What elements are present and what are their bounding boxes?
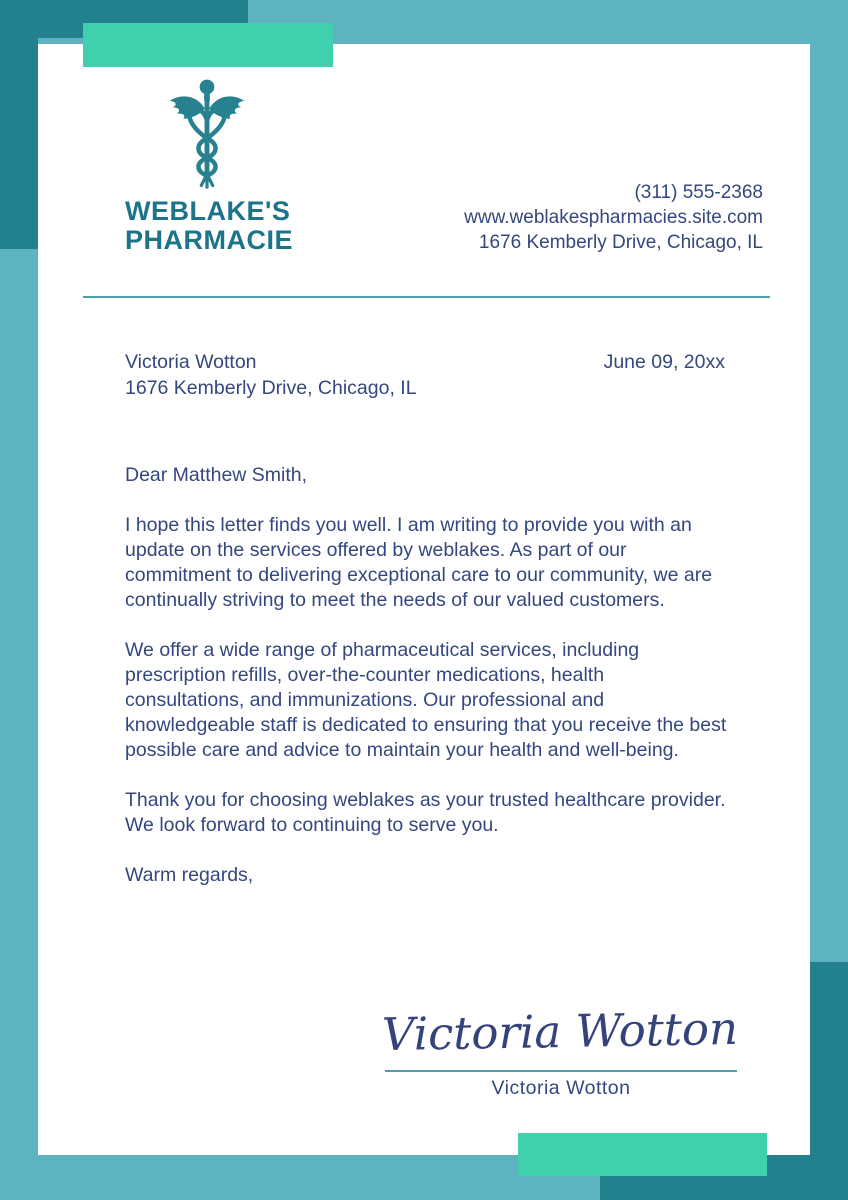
- contact-address: 1676 Kemberly Drive, Chicago, IL: [478, 232, 763, 253]
- header-divider: [83, 296, 770, 298]
- edge-strip-left: [0, 0, 38, 249]
- paragraph-2: We offer a wide range of pharmaceutical services, including prescription refills, over-the-counter medications, health consultations, and immunizations. Our professional and knowledgeable staff is dedicated to ensuring that you receive the best possible care and advice to maintain your health and well-being.: [125, 639, 727, 761]
- salutation: Dear Matthew Smith,: [125, 464, 308, 486]
- recipient-name: Victoria Wotton: [125, 351, 257, 373]
- signature-line: [385, 1070, 737, 1072]
- meta-row: [125, 350, 725, 401]
- recipient-address: 1676 Kemberly Drive, Chicago, IL: [125, 376, 417, 399]
- signature-printed: Victoria Wotton: [491, 1077, 631, 1099]
- letter-date: June 09, 20xx: [603, 351, 725, 373]
- contact-block: [464, 180, 763, 255]
- caduceus-icon: [163, 78, 251, 192]
- accent-bar-top: [83, 23, 333, 67]
- brand-name-line2: PHARMACIE: [125, 225, 294, 255]
- signature-script: Victoria Wotton: [381, 1001, 739, 1062]
- paragraph-1: I hope this letter finds you well. I am writing to provide you with an update on the services offered by weblakes. As part of our commitment to delivering exceptional care to our community, we are continually striving to meet the needs of our valued customers.: [125, 514, 713, 611]
- contact-website: www.weblakespharmacies.site.com: [464, 207, 763, 228]
- brand-name: [125, 197, 293, 255]
- recipient-block: [125, 350, 417, 401]
- closing: Warm regards,: [125, 864, 254, 886]
- accent-bar-bottom: [518, 1133, 767, 1176]
- brand-name-line1: WEBLAKE'S: [125, 196, 291, 226]
- paragraph-3: Thank you for choosing weblakes as your trusted healthcare provider. We look forward to continuing to serve you.: [125, 789, 726, 836]
- contact-phone: (311) 555-2368: [634, 182, 763, 203]
- letter-body: [125, 463, 727, 888]
